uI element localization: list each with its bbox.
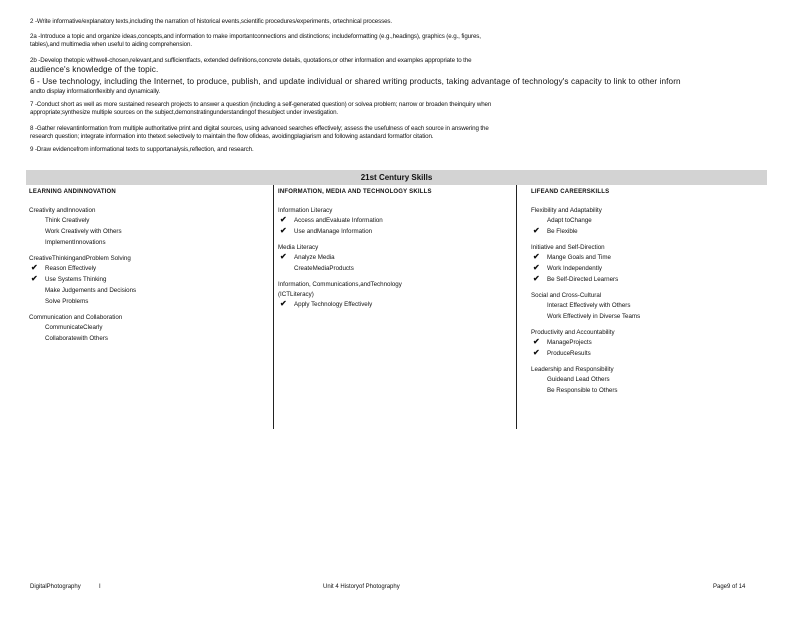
- standard-9: 9 -Draw evidencefrom informational texts to supportanalysis,reflection, and research.: [30, 146, 254, 153]
- column-divider: [516, 185, 517, 429]
- skill-item: [531, 217, 765, 224]
- skill-item-label: Use Systems Thinking: [45, 276, 107, 283]
- skill-group: [278, 244, 512, 272]
- skill-item-label: Solve Problems: [45, 298, 89, 305]
- standard-6: 6 - Use technology, including the Internet, to produce, publish, and update individual or shared writing products, taking advantage of technology's capacity to link to other inforn: [30, 77, 681, 86]
- skill-item-label: Work Creatively with Others: [45, 228, 122, 235]
- skill-item: [29, 287, 269, 294]
- skill-item-label: ImplementInnovations: [45, 239, 106, 246]
- skill-group: [531, 292, 765, 320]
- skill-group: [278, 207, 512, 235]
- skill-item-label: ProduceResults: [547, 350, 591, 357]
- skill-group: [278, 281, 512, 308]
- skill-item: [531, 276, 765, 283]
- skill-item: [531, 313, 765, 320]
- standard-2b-cont: audience's knowledge of the topic.: [30, 65, 159, 74]
- skill-item: [531, 228, 765, 235]
- footer-course: DigitalPhotography: [30, 584, 81, 590]
- skill-item-label: Think Creatively: [45, 217, 90, 224]
- skill-item-label: CommunicateClearly: [45, 324, 103, 331]
- skill-group-title: Information Literacy: [278, 207, 333, 214]
- skill-group-title: Flexibility and Adaptability: [531, 207, 602, 214]
- skill-item: [278, 217, 512, 224]
- skill-item-label: Make Judgements and Decisions: [45, 287, 137, 294]
- skill-item: [29, 239, 269, 246]
- skill-item: [531, 376, 765, 383]
- skill-item-label: Mange Goals and Time: [547, 254, 611, 261]
- footer-unit: Unit 4 Historyof Photography: [323, 584, 400, 590]
- standard-7-cont: appropriate;synthesize multiple sources on the subject,demonstratingunderstandingof thesubject under investigation.: [30, 109, 339, 116]
- standard-2a: 2a -Introduce a topic and organize ideas,concepts,and information to make importantconnections and distinctions; includeformatting (e.g.,headings), graphics (e.g., figures,: [30, 33, 481, 40]
- skill-item-label: Analyze Media: [294, 254, 335, 261]
- skill-item-label: Adapt toChange: [547, 217, 592, 224]
- skill-item: [278, 301, 512, 308]
- skill-item-label: Work Effectively in Diverse Teams: [547, 313, 641, 320]
- standard-2a-cont: tables),and multimedia when useful to aiding comprehension.: [30, 41, 192, 48]
- skill-group-title: Creativity andInnovation: [29, 207, 96, 214]
- skill-item: [531, 339, 765, 346]
- skill-item: [531, 265, 765, 272]
- footer-page-number: Page9 of 14: [713, 584, 746, 590]
- skill-item-label: Be Self-Directed Learners: [547, 276, 619, 283]
- skill-item-label: Apply Technology Effectively: [294, 301, 373, 308]
- footer-separator: I: [99, 584, 101, 590]
- column-divider: [273, 185, 274, 429]
- skill-item-label: Use andManage Information: [294, 228, 373, 235]
- skill-group-title: Communication and Collaboration: [29, 314, 123, 321]
- skill-group-title: CreativeThinkingandProblem Solving: [29, 255, 131, 262]
- checkmark-icon: ✔: [533, 226, 540, 235]
- checkmark-icon: ✔: [280, 215, 287, 224]
- checkmark-icon: ✔: [533, 263, 540, 272]
- column-title: LEARNING ANDINNOVATION: [29, 189, 116, 195]
- skill-group: [29, 255, 269, 305]
- skill-item: [531, 387, 765, 394]
- life-career-column: [531, 189, 765, 403]
- checkmark-icon: ✔: [31, 274, 38, 283]
- skill-item-label: CreateMediaProducts: [294, 265, 354, 272]
- standard-7: 7 -Conduct short as well as more sustained research projects to answer a question (including a self-generated question) or solvea problem; narrow or broaden theinquiry when: [30, 101, 492, 108]
- checkmark-icon: ✔: [280, 226, 287, 235]
- skill-item: [29, 228, 269, 235]
- skill-item-label: Guideand Lead Others: [547, 376, 610, 383]
- checkmark-icon: ✔: [31, 263, 38, 272]
- skill-group-title: Social and Cross-Cultural: [531, 292, 602, 299]
- skill-item-label: ManageProjects: [547, 339, 592, 346]
- checkmark-icon: ✔: [280, 252, 287, 261]
- skill-group-title: Initiative and Self-Direction: [531, 244, 605, 251]
- skill-item: [29, 324, 269, 331]
- skill-item: [531, 302, 765, 309]
- checkmark-icon: ✔: [533, 348, 540, 357]
- skill-item-label: Interact Effectively with Others: [547, 302, 631, 309]
- skill-item: [278, 228, 512, 235]
- skill-group-title: Leadership and Responsibility: [531, 366, 614, 373]
- skill-item-label: Reason Effectively: [45, 265, 97, 272]
- column-title: INFORMATION, MEDIA AND TECHNOLOGY SKILLS: [278, 189, 432, 195]
- skill-item-label: Work Independently: [547, 265, 602, 272]
- skill-item: [29, 276, 269, 283]
- skill-item: [278, 254, 512, 261]
- column-title: LIFEAND CAREERSKILLS: [531, 189, 610, 195]
- skill-group-title: Media Literacy: [278, 244, 319, 251]
- skill-group-title: Productivity and Accountability: [531, 329, 615, 336]
- checkmark-icon: ✔: [533, 252, 540, 261]
- skill-item: [29, 265, 269, 272]
- skill-item-label: Collaboratewith Others: [45, 335, 108, 342]
- skill-item-label: Be Flexible: [547, 228, 578, 235]
- skill-group: [531, 244, 765, 283]
- skill-item: [29, 335, 269, 342]
- checkmark-icon: ✔: [533, 337, 540, 346]
- skill-group-title: Information, Communications,andTechnology: [278, 281, 402, 288]
- standard-8-cont: research question; integrate information into thetext selectively to maintain the flow ofideas, avoidingplagiarism and following astandard formatfor citation.: [30, 133, 434, 140]
- information-media-technology-column: [278, 189, 512, 317]
- skill-group-title-cont: (ICTLiteracy): [278, 291, 314, 298]
- learning-innovation-column: [29, 189, 269, 351]
- standard-8: 8 -Gather relevantinformation from multiple authoritative print and digital sources, using advanced searches effectively; assess the usefulness of each source in answering the: [30, 125, 489, 132]
- skill-item: [531, 254, 765, 261]
- skill-item: [531, 350, 765, 357]
- checkmark-icon: ✔: [280, 299, 287, 308]
- skill-item: [278, 265, 512, 272]
- skill-item: [29, 217, 269, 224]
- skills-header: 21st Century Skills: [26, 170, 767, 185]
- skill-group: [531, 366, 765, 394]
- skill-group: [531, 329, 765, 357]
- skill-group: [29, 207, 269, 246]
- skill-item-label: Access andEvaluate Information: [294, 217, 383, 224]
- standard-6-cont: andto display informationflexibly and dynamically.: [30, 88, 161, 95]
- skill-item: [29, 298, 269, 305]
- standard-2: 2 -Write informative/explanatory texts,including the narration of historical events,scientific procedures/experiments, ortechnical processes.: [30, 18, 393, 25]
- standard-2b: 2b -Develop thetopic withwell-chosen,relevant,and sufficientfacts, extended definitions,concrete details, quotations,or other information and examples appropriate to the: [30, 57, 472, 64]
- skill-group: [531, 207, 765, 235]
- skill-item-label: Be Responsible to Others: [547, 387, 618, 394]
- skill-group: [29, 314, 269, 342]
- checkmark-icon: ✔: [533, 274, 540, 283]
